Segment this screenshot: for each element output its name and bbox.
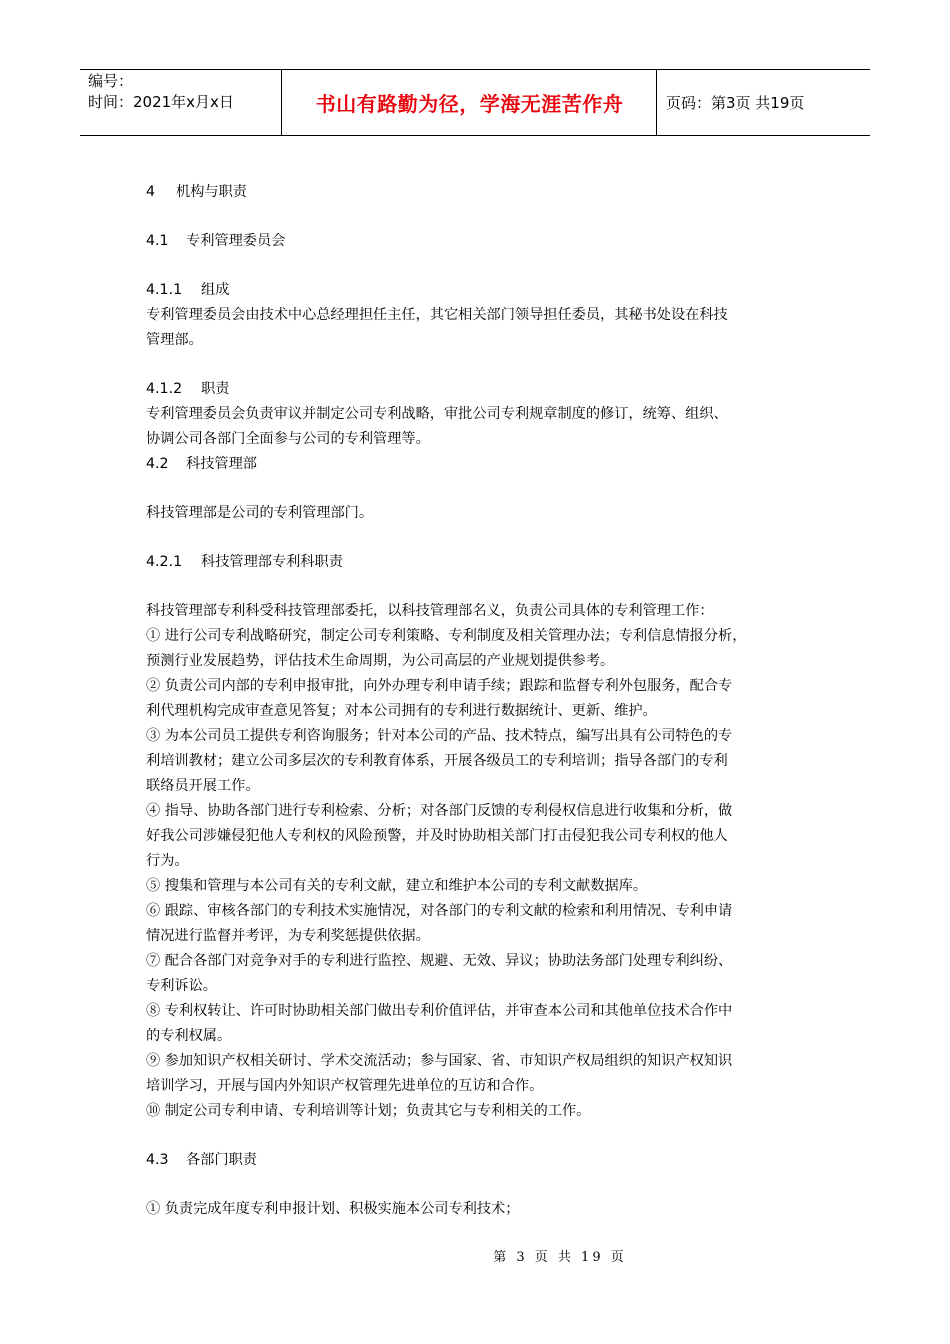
header-page-info: 页码：第3页 共19页	[666, 94, 805, 112]
list-item-line: ⑩ 制定公司专利申请、专利培训等计划；负责其它与专利相关的工作。	[146, 1103, 591, 1119]
page-header	[80, 69, 870, 136]
list-item-line: 利培训教材；建立公司多层次的专利教育体系，开展各级员工的专利培训；指导各部门的专利	[146, 753, 728, 769]
list-item-line: 专利诉讼。	[146, 978, 217, 994]
list-item-line: ③ 为本公司员工提供专利咨询服务；针对本公司的产品、技术特点，编写出具有公司特色的专	[146, 728, 733, 744]
paragraph-line: 科技管理部是公司的专利管理部门。	[146, 505, 374, 521]
paragraph-line: 专利管理委员会负责审议并制定公司专利战略，审批公司专利规章制度的修订，统筹、组织、	[146, 406, 728, 422]
date-label: 时间：2021年x月x日	[88, 93, 234, 111]
list-item-line: 培训学习，开展与国内外知识产权管理先进单位的互访和合作。	[146, 1078, 544, 1094]
list-item-line: ② 负责公司内部的专利申报审批，向外办理专利申请手续；跟踪和监督专利外包服务，配合专	[146, 678, 733, 694]
list-item-line: ① 进行公司专利战略研究，制定公司专利策略、专利制度及相关管理办法；专利信息情报分析，	[146, 628, 747, 644]
paragraph-line: 协调公司各部门全面参与公司的专利管理等。	[146, 431, 430, 447]
section-heading: 4.3 各部门职责	[146, 1152, 257, 1168]
paragraph-line: 科技管理部专利科受科技管理部委托，以科技管理部名义，负责公司具体的专利管理工作：	[146, 603, 714, 619]
paragraph-line: 管理部。	[146, 332, 203, 348]
list-item-line: 预测行业发展趋势，评估技术生命周期，为公司高层的产业规划提供参考。	[146, 653, 615, 669]
list-item-line: ① 负责完成年度专利申报计划、积极实施本公司专利技术；	[146, 1201, 520, 1217]
list-item-line: 的专利权属。	[146, 1028, 232, 1044]
list-item-line: ④ 指导、协助各部门进行专利检索、分析；对各部门反馈的专利侵权信息进行收集和分析，做	[146, 803, 733, 819]
list-item-line: 情况进行监督并考评，为专利奖惩提供依据。	[146, 928, 430, 944]
page-footer: 第 3 页 共 19 页	[493, 1250, 627, 1265]
header-info-cell	[80, 70, 282, 135]
list-item-line: ⑥ 跟踪、审核各部门的专利技术实施情况，对各部门的专利文献的检索和利用情况、专利申请	[146, 903, 733, 919]
list-item-line: 好我公司涉嫌侵犯他人专利权的风险预警，并及时协助相关部门打击侵犯我公司专利权的他人	[146, 828, 728, 844]
section-heading: 4.2.1 科技管理部专利科职责	[146, 554, 343, 570]
list-item-line: 行为。	[146, 853, 189, 869]
section-heading: 4.2 科技管理部	[146, 456, 257, 472]
header-motto: 书山有路勤为径，学海无涯苦作舟	[283, 70, 657, 135]
list-item-line: 联络员开展工作。	[146, 778, 260, 794]
list-item-line: ⑤ 搜集和管理与本公司有关的专利文献，建立和维护本公司的专利文献数据库。	[146, 878, 648, 894]
list-item-line: ⑧ 专利权转让、许可时协助相关部门做出专利价值评估，并审查本公司和其他单位技术合作中	[146, 1003, 733, 1019]
document-body	[146, 180, 826, 1222]
section-heading: 4.1 专利管理委员会	[146, 233, 286, 249]
paragraph-line: 专利管理委员会由技术中心总经理担任主任，其它相关部门领导担任委员，其秘书处设在科技	[146, 307, 728, 323]
section-heading: 4.1.2 职责	[146, 381, 230, 397]
list-item-line: 利代理机构完成审查意见答复；对本公司拥有的专利进行数据统计、更新、维护。	[146, 703, 657, 719]
section-heading: 4.1.1 组成	[146, 282, 230, 298]
section-heading: 4 机构与职责	[146, 184, 247, 200]
list-item-line: ⑦ 配合各部门对竞争对手的专利进行监控、规避、无效、异议；协助法务部门处理专利纠纷、	[146, 953, 733, 969]
serial-number-label: 编号：	[88, 72, 134, 90]
list-item-line: ⑨ 参加知识产权相关研讨、学术交流活动；参与国家、省、市知识产权局组织的知识产权知识	[146, 1053, 733, 1069]
